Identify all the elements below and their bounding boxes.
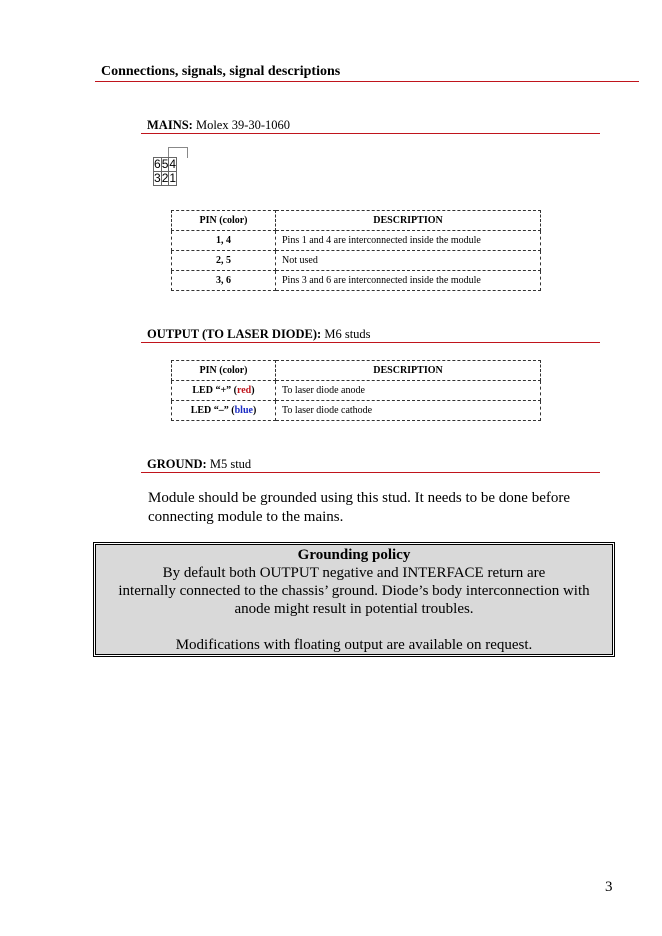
table-row — [172, 251, 541, 271]
table-header-row — [172, 361, 541, 381]
connector-grid — [153, 157, 177, 186]
policy-line: anode might result in potential troubles. — [234, 601, 474, 617]
ground-heading — [147, 457, 251, 472]
ground-value: M5 stud — [209, 457, 252, 471]
table-row — [172, 401, 541, 421]
policy-line: internally connected to the chassis’ ground. Diode’s body interconnection with — [118, 583, 590, 599]
mains-rule — [141, 133, 600, 134]
connector-pin: 3 — [154, 171, 161, 185]
column-header-description: DESCRIPTION — [276, 361, 541, 381]
description-cell: Pins 3 and 6 are interconnected inside the module — [276, 271, 541, 291]
connector-pin: 4 — [169, 157, 177, 171]
table-header-row — [172, 211, 541, 231]
grounding-policy-box — [95, 544, 613, 655]
pin-color-red: red — [236, 385, 252, 396]
description-cell: To laser diode anode — [276, 381, 541, 401]
pin-suffix: ) — [251, 385, 255, 396]
pin-color-blue: blue — [234, 405, 253, 416]
header-rule — [95, 81, 639, 82]
output-rule — [141, 342, 600, 343]
column-header-pin: PIN (color) — [172, 361, 276, 381]
pin-suffix: ) — [252, 405, 257, 416]
ground-rule — [141, 472, 600, 473]
table-row — [172, 231, 541, 251]
connector-pin: 2 — [161, 171, 169, 185]
table-row — [172, 271, 541, 291]
page-title: Connections, signals, signal descriptions — [101, 64, 341, 79]
column-header-pin: PIN (color) — [172, 211, 276, 231]
pin-cell: 3, 6 — [172, 271, 276, 291]
policy-spacer — [96, 618, 612, 636]
mains-pin-table — [171, 210, 541, 291]
connector-pin: 6 — [154, 157, 161, 171]
connector-pin: 1 — [169, 171, 177, 185]
column-header-description: DESCRIPTION — [276, 211, 541, 231]
policy-line: Modifications with floating output are available on request. — [175, 637, 533, 653]
mains-label: MAINS: — [147, 118, 193, 132]
pin-cell — [172, 381, 276, 401]
ground-label: GROUND: — [147, 457, 207, 471]
mains-value: Molex 39-30-1060 — [195, 118, 291, 132]
output-value: M6 studs — [324, 327, 371, 341]
description-cell: To laser diode cathode — [276, 401, 541, 421]
output-heading — [147, 327, 371, 342]
policy-title: Grounding policy — [297, 547, 411, 563]
pin-cell — [172, 401, 276, 421]
pin-prefix: LED “–” ( — [190, 405, 235, 416]
mains-heading — [147, 118, 290, 133]
connector-pin: 5 — [161, 157, 169, 171]
page-number: 3 — [605, 879, 613, 895]
pin-prefix: LED “+” ( — [192, 385, 237, 396]
description-cell: Pins 1 and 4 are interconnected inside the module — [276, 231, 541, 251]
pin-cell: 1, 4 — [172, 231, 276, 251]
ground-description: Module should be grounded using this stud. It needs to be done before connecting module to the mains. — [148, 490, 571, 525]
table-row — [172, 381, 541, 401]
pin-cell: 2, 5 — [172, 251, 276, 271]
output-pin-table — [171, 360, 541, 421]
description-cell: Not used — [276, 251, 541, 271]
policy-line: By default both OUTPUT negative and INTERFACE return are — [162, 565, 546, 581]
output-label: OUTPUT (TO LASER DIODE): — [147, 327, 322, 341]
